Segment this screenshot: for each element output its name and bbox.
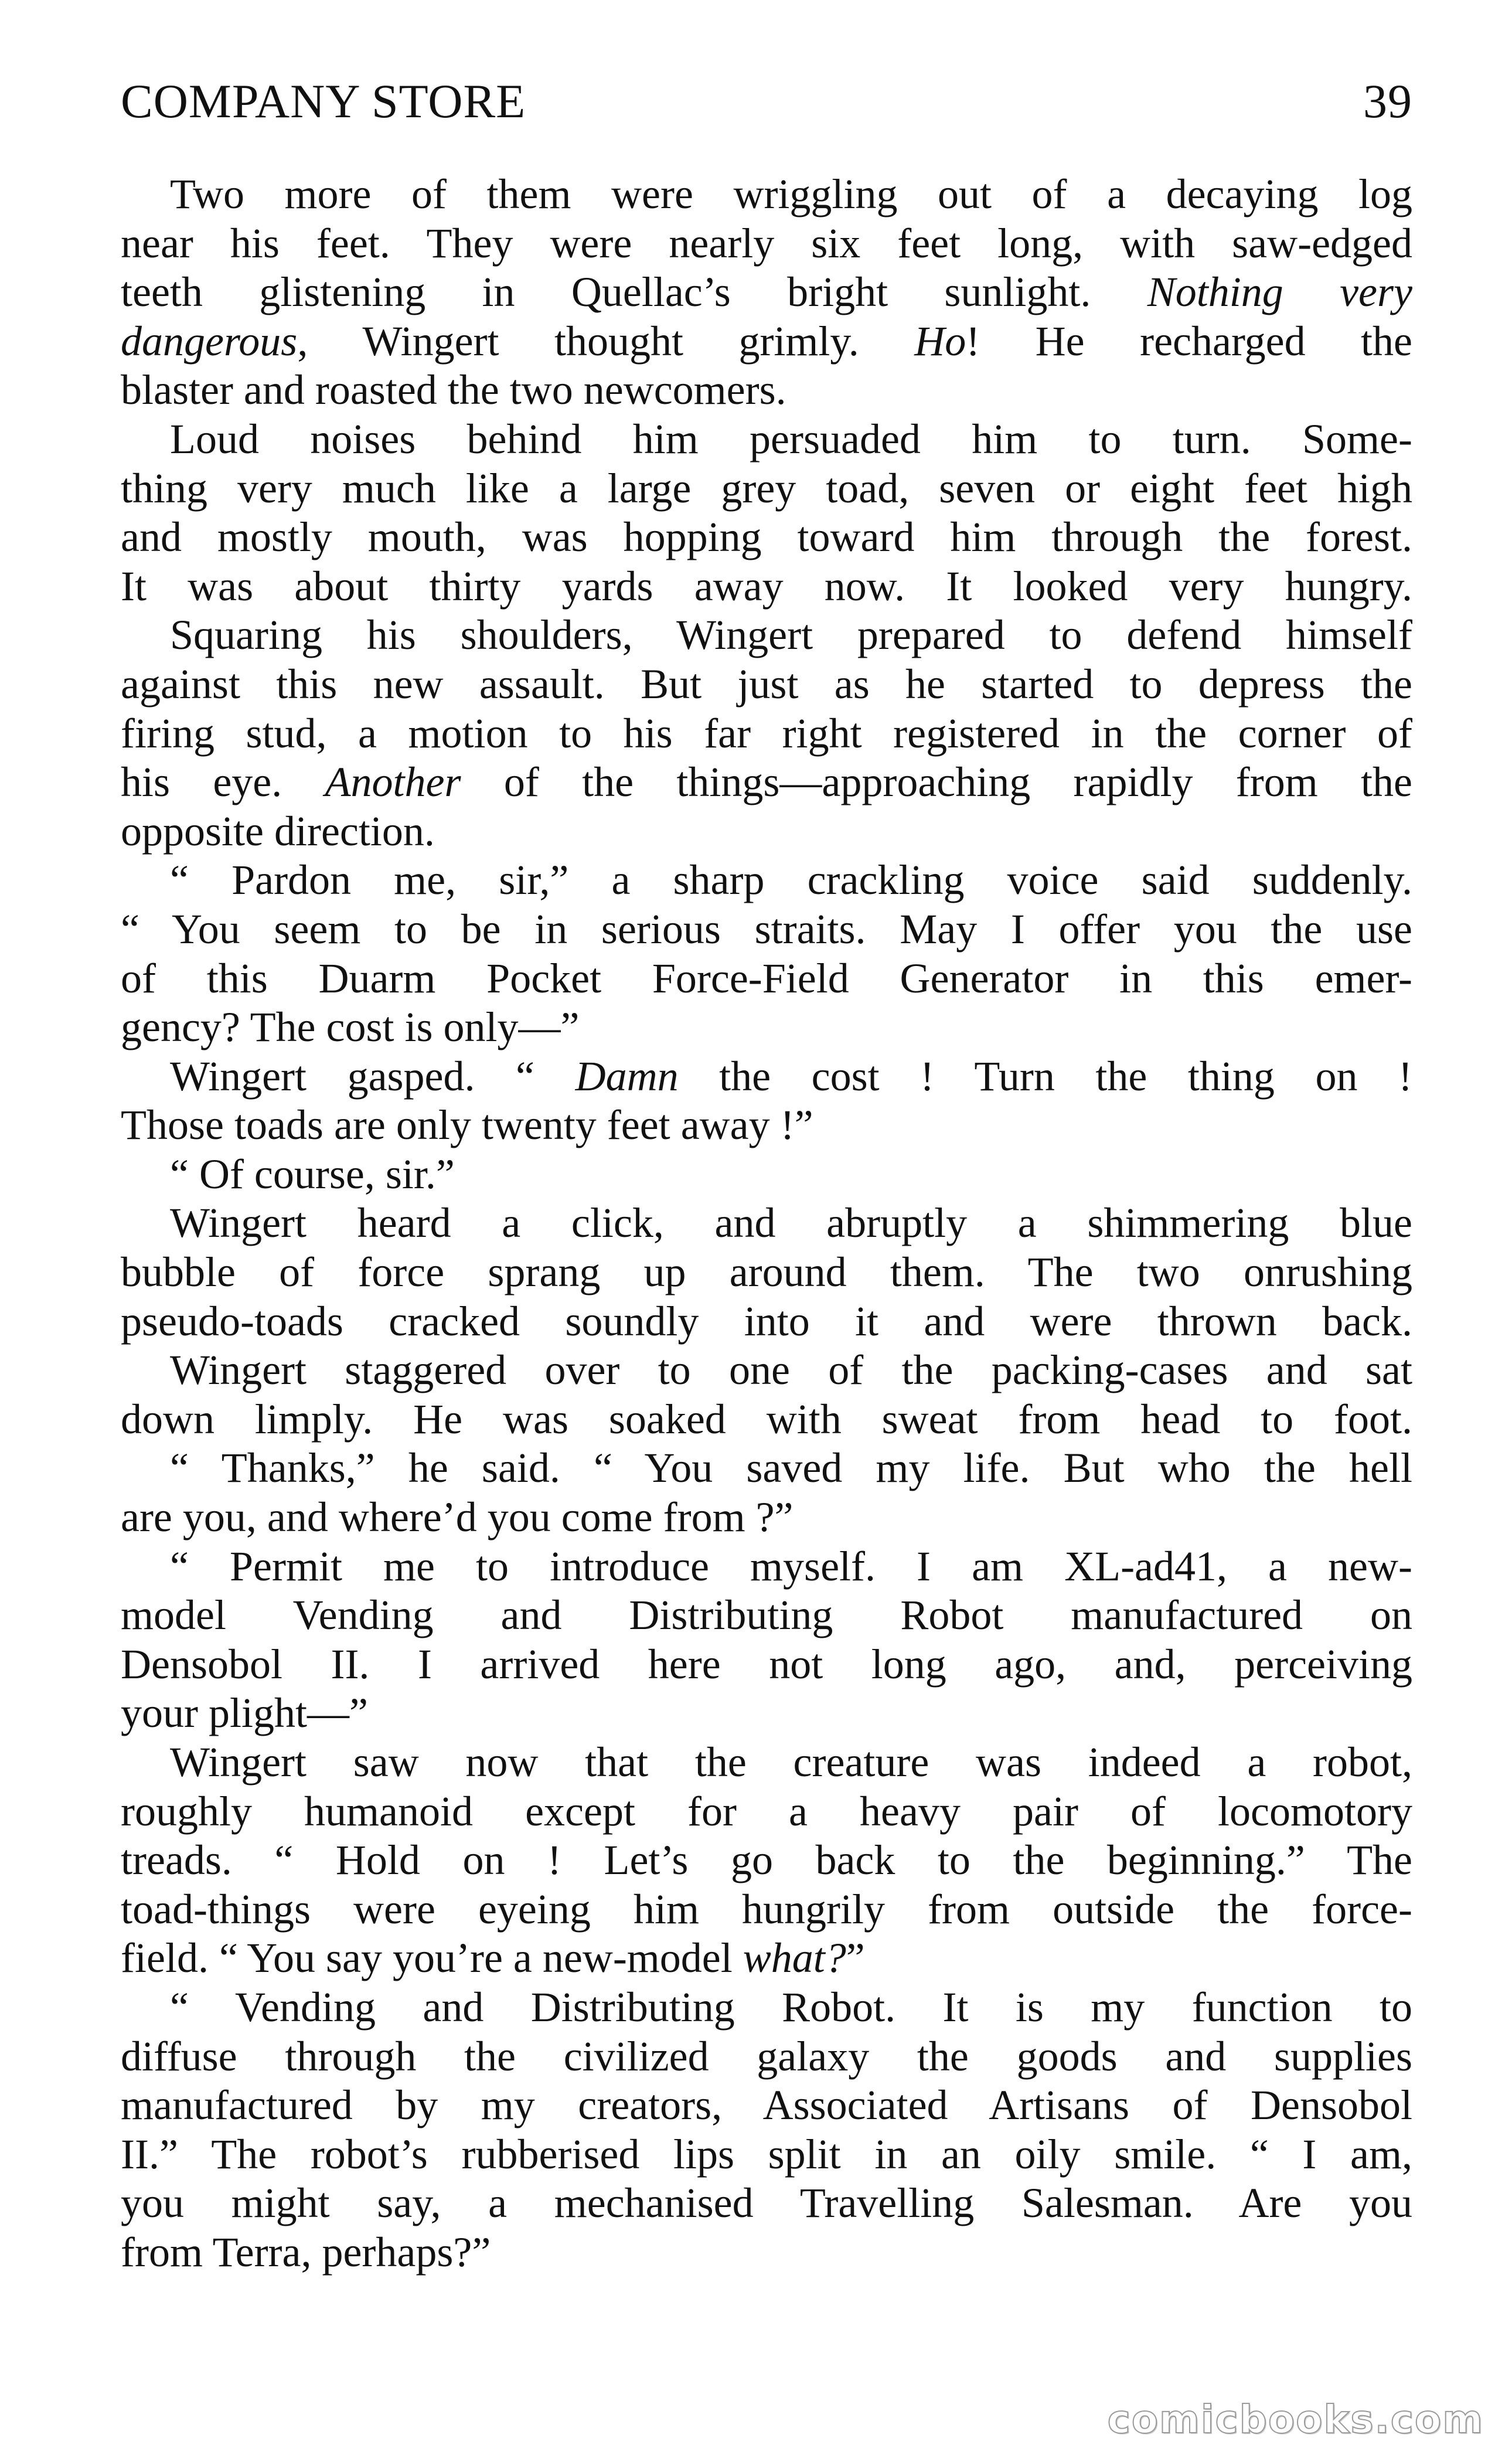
watermark: comicbooks.com (1107, 2397, 1484, 2442)
text-line: manufactured by my creators, Associated Artisans of Densobol (121, 2082, 1412, 2129)
text-line: bubble of force sprang up around them. The two onrushing (121, 1249, 1412, 1296)
text-line: roughly humanoid except for a heavy pair of locomotory (121, 1787, 1412, 1835)
text-line: are you, and where’d you come from ?” (121, 1494, 794, 1541)
running-head (121, 75, 1412, 128)
text-line: treads. “ Hold on ! Let’s go back to the beginning.” The (121, 1837, 1412, 1884)
text-line: thing very much like a large grey toad, seven or eight feet high (121, 464, 1412, 512)
text-line: Wingert staggered over to one of the packing-cases and sat (170, 1346, 1412, 1394)
text-line: diffuse through the civilized galaxy the goods and supplies (121, 2032, 1412, 2080)
text-line: Densobol II. I arrived here not long ago, and, perceiving (121, 1640, 1412, 1688)
text-line: “ Permit me to introduce myself. I am XL-ad41, a new- (170, 1542, 1412, 1590)
text-line: field. “ You say you’re a new-model what?” (121, 1934, 865, 1982)
text-line: II.” The robot’s rubberised lips split in an oily smile. “ I am, (121, 2130, 1412, 2178)
text-line: his eye. Another of the things—approaching rapidly from the (121, 759, 1412, 806)
text-line: your plight—” (121, 1689, 368, 1737)
text-line: Those toads are only twenty feet away !” (121, 1101, 813, 1149)
text-line: Squaring his shoulders, Wingert prepared to defend himself (170, 611, 1412, 659)
text-line: Wingert saw now that the creature was indeed a robot, (170, 1739, 1412, 1786)
text-line: “ You seem to be in serious straits. May I offer you the use (121, 905, 1412, 953)
text-line: teeth glistening in Quellac’s bright sunlight. Nothing very (121, 268, 1412, 316)
text-line: “ Thanks,” he said. “ You saved my life. But who the hell (170, 1444, 1412, 1492)
body-text (121, 170, 1412, 2277)
text-line: “ Of course, sir.” (170, 1150, 455, 1198)
text-line: “ Vending and Distributing Robot. It is my function to (170, 1983, 1412, 2031)
text-line: blaster and roasted the two newcomers. (121, 366, 786, 414)
running-title: COMPANY STORE (121, 74, 526, 128)
text-line: you might say, a mechanised Travelling Salesman. Are you (121, 2179, 1412, 2227)
text-line: Two more of them were wriggling out of a decaying log (170, 171, 1412, 217)
text-line: toad-things were eyeing him hungrily from outside the force- (121, 1885, 1412, 1933)
text-line: Loud noises behind him persuaded him to turn. Some- (170, 415, 1412, 463)
page-number: 39 (1363, 74, 1412, 128)
text-line: and mostly mouth, was hopping toward him through the forest. (121, 514, 1412, 561)
text-line: “ Pardon me, sir,” a sharp crackling voice said suddenly. (170, 856, 1412, 904)
text-line: It was about thirty yards away now. It looked very hungry. (121, 562, 1412, 610)
text-line: against this new assault. But just as he started to depress the (121, 660, 1412, 708)
text-line: pseudo-toads cracked soundly into it and were thrown back. (121, 1297, 1412, 1345)
text-line: from Terra, perhaps?” (121, 2228, 491, 2276)
text-line: near his feet. They were nearly six feet long, with saw-edged (121, 219, 1412, 267)
text-line: of this Duarm Pocket Force-Field Generator in this emer- (121, 954, 1412, 1002)
text-line: dangerous, Wingert thought grimly. Ho! He recharged the (121, 317, 1412, 365)
text-line: model Vending and Distributing Robot manufactured on (121, 1592, 1412, 1639)
text-line: firing stud, a motion to his far right registered in the corner of (121, 709, 1412, 757)
text-line: opposite direction. (121, 807, 435, 855)
text-line: Wingert heard a click, and abruptly a shimmering blue (170, 1199, 1412, 1247)
text-line: Wingert gasped. “ Damn the cost ! Turn the thing on ! (170, 1052, 1412, 1100)
text-line: down limply. He was soaked with sweat from head to foot. (121, 1395, 1412, 1443)
text-line: gency? The cost is only—” (121, 1004, 580, 1051)
